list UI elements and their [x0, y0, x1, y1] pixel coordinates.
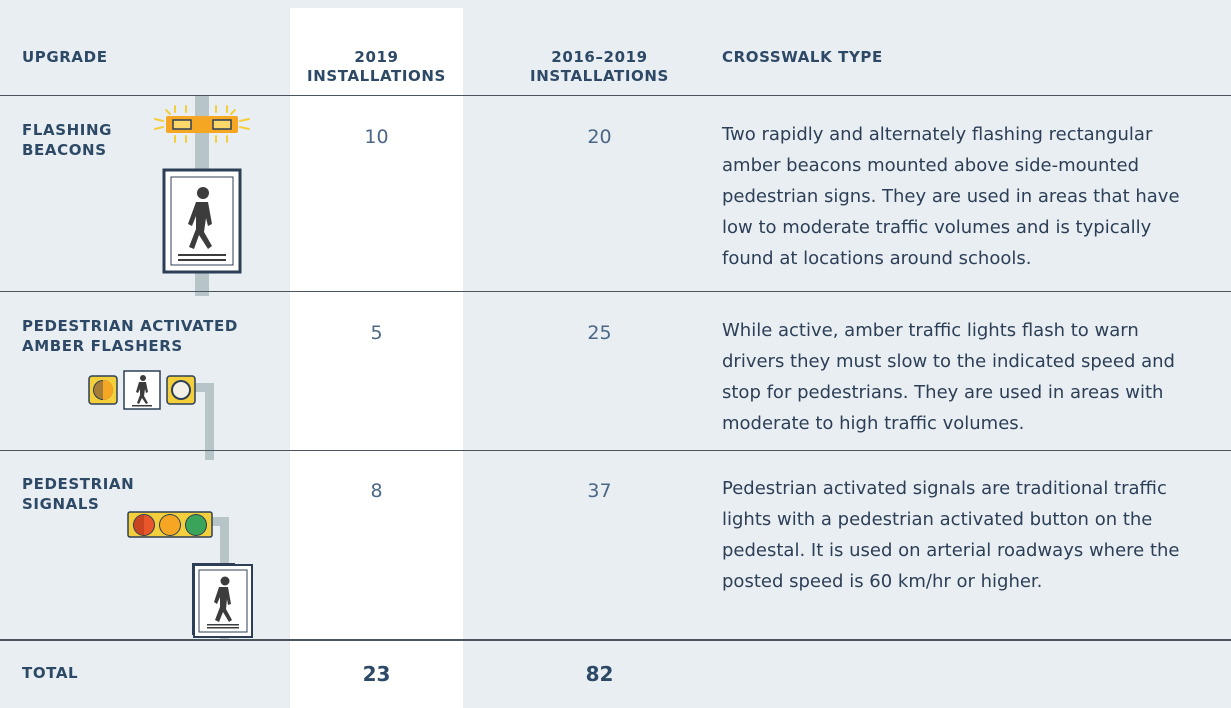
highlight-column-2019 — [290, 8, 463, 708]
row-flashing-beacons-2016-2019: 20 — [587, 126, 612, 148]
total-2016-2019: 82 — [585, 662, 614, 686]
flashing-beacon-sign-icon — [150, 96, 260, 296]
amber-flasher-icon — [88, 368, 223, 460]
row-pedestrian-signals-2016-2019: 37 — [587, 480, 612, 502]
header-crosswalk-type: CROSSWALK TYPE — [722, 48, 883, 66]
row-pedestrian-signals-description: Pedestrian activated signals are traditional traffic lights with a pedestrian activated button on the pedestal. It is used on arterial roadways where the posted speed is 60 km/hr or higher. — [722, 478, 1180, 592]
header-upgrade: UPGRADE — [22, 48, 108, 66]
row-amber-flashers-description: While active, amber traffic lights flash to warn drivers they must slow to the indicated speed and stop for pedestrians. They are used in areas with moderate to high traffic volumes. — [722, 320, 1175, 434]
row-divider — [0, 450, 1231, 451]
header-2019-installations: 2019 INSTALLATIONS — [307, 48, 446, 85]
row-flashing-beacons-description: Two rapidly and alternately flashing rectangular amber beacons mounted above side-mounted pedestrian signs. They are used in areas that have low to moderate traffic volumes and is typically found at locations around schools. — [722, 124, 1180, 269]
row-pedestrian-signals-2019: 8 — [370, 480, 383, 502]
row-amber-flashers-2019: 5 — [370, 322, 383, 344]
total-2019: 23 — [362, 662, 391, 686]
total-divider — [0, 639, 1231, 641]
header-2016-2019-installations: 2016–2019 INSTALLATIONS — [530, 48, 669, 85]
row-flashing-beacons-2019: 10 — [364, 126, 389, 148]
row-label-amber-flashers: PEDESTRIAN ACTIVATED AMBER FLASHERS — [22, 317, 238, 355]
row-amber-flashers-2016-2019: 25 — [587, 322, 612, 344]
row-label-pedestrian-signals: PEDESTRIAN SIGNALS — [22, 475, 135, 513]
row-divider — [0, 291, 1231, 292]
row-label-flashing-beacons: FLASHING BEACONS — [22, 121, 113, 159]
pedestrian-crossing-sign-icon — [193, 564, 253, 638]
total-label: TOTAL — [22, 664, 79, 682]
